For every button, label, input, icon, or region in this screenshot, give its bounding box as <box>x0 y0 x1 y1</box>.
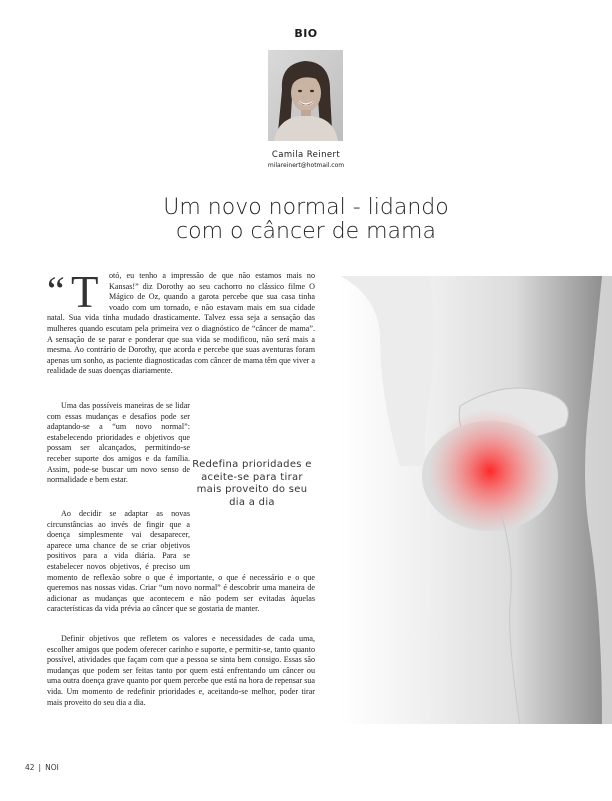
footer-separator: | <box>38 763 42 772</box>
hero-photo <box>340 276 612 724</box>
article-title-line-2: com o câncer de mama <box>176 219 436 244</box>
author-email: milareinert@hotmail.com <box>267 162 345 169</box>
article-paragraph-4: Definir objetivos que refletem os valores e necessidades de cada uma, escolher amigos que podem oferecer carinho e suporte, e permitir-se, tanto quanto possível, atividades que façam com que a pessoa se sinta bem consigo. Essas são mudanças que podem ser feitas tanto por quem está enfrentando um câncer ou uma outra doença grave quanto por quem percebe que está na hora de repensar sua vida. Um momento de redefinir prioridades e, aceitando-se melhor, poder tirar mais proveito do seu dia a dia. <box>47 634 315 707</box>
author-photo <box>268 50 343 141</box>
magazine-name: NOI <box>45 763 59 772</box>
article-paragraph-3: Ao decidir se adaptar as novas circunstâncias ao invés de fingir que a doença simplesmente vai desaparecer, aparece uma chance de se criar objetivos positivos para a vida diária. Para se estabelecer novos objetivos, é preciso um momento de reflexão sobre o que é importante, o que é necessário e o que queremos nas nossas vidas. Criar “um novo normal” é descobrir uma maneira de adicionar as mudanças que acontecem e não podem ser evitadas àquelas características da vida prévia ao câncer que se gostaria de manter. <box>47 509 315 614</box>
author-name: Camila Reinert <box>271 150 341 160</box>
section-label: BIO <box>294 27 318 40</box>
pull-quote: Redefina prioridades e aceite-se para tirar mais proveito do seu dia a dia <box>192 459 312 508</box>
intro-text: otó, eu tenho a impressão de que não estamos mais no Kansas!” diz Dorothy ao seu cachorro no clássico filme O Mágico de Oz, quando a garota percebe que sua casa tinha voado com um tornado, e não estavam mais em sua cidade natal. Sua vida tinha mudado drasticamente. Talvez essa seja a sensação das mulheres quando escutam pela primeira vez o diagnóstico de “câncer de mama”. A sensação de se parar e ponderar que sua vida se modificou, não será mais a mesma. Ao contrário de Dorothy, que acorda e percebe que suas aventuras foram apenas um sonho, as paciente diagnosticadas com câncer de mama têm que viver a realidade de suas doenças diariamente. <box>47 271 315 376</box>
page-footer <box>25 763 59 772</box>
pull-quote-space-2 <box>190 509 315 571</box>
page-number: 42 <box>25 763 35 772</box>
drop-cap-letter: T <box>71 267 99 317</box>
article-title-line-1: Um novo normal - lidando <box>163 195 449 220</box>
article-title <box>0 196 612 244</box>
opening-quote-mark: “ <box>47 268 65 313</box>
article-intro <box>47 267 315 377</box>
article-paragraph-2: Uma das possíveis maneiras de se lidar com essas mudanças e desafios pode ser adaptando-se a “um novo normal”: estabelecendo prioridades e objetivos que possam ser alcançados, permitindo-se receber suporte dos amigos e da família. Assim, pode-se buscar um novo senso de normalidade e bem estar. <box>47 401 315 497</box>
drop-cap <box>47 267 107 317</box>
